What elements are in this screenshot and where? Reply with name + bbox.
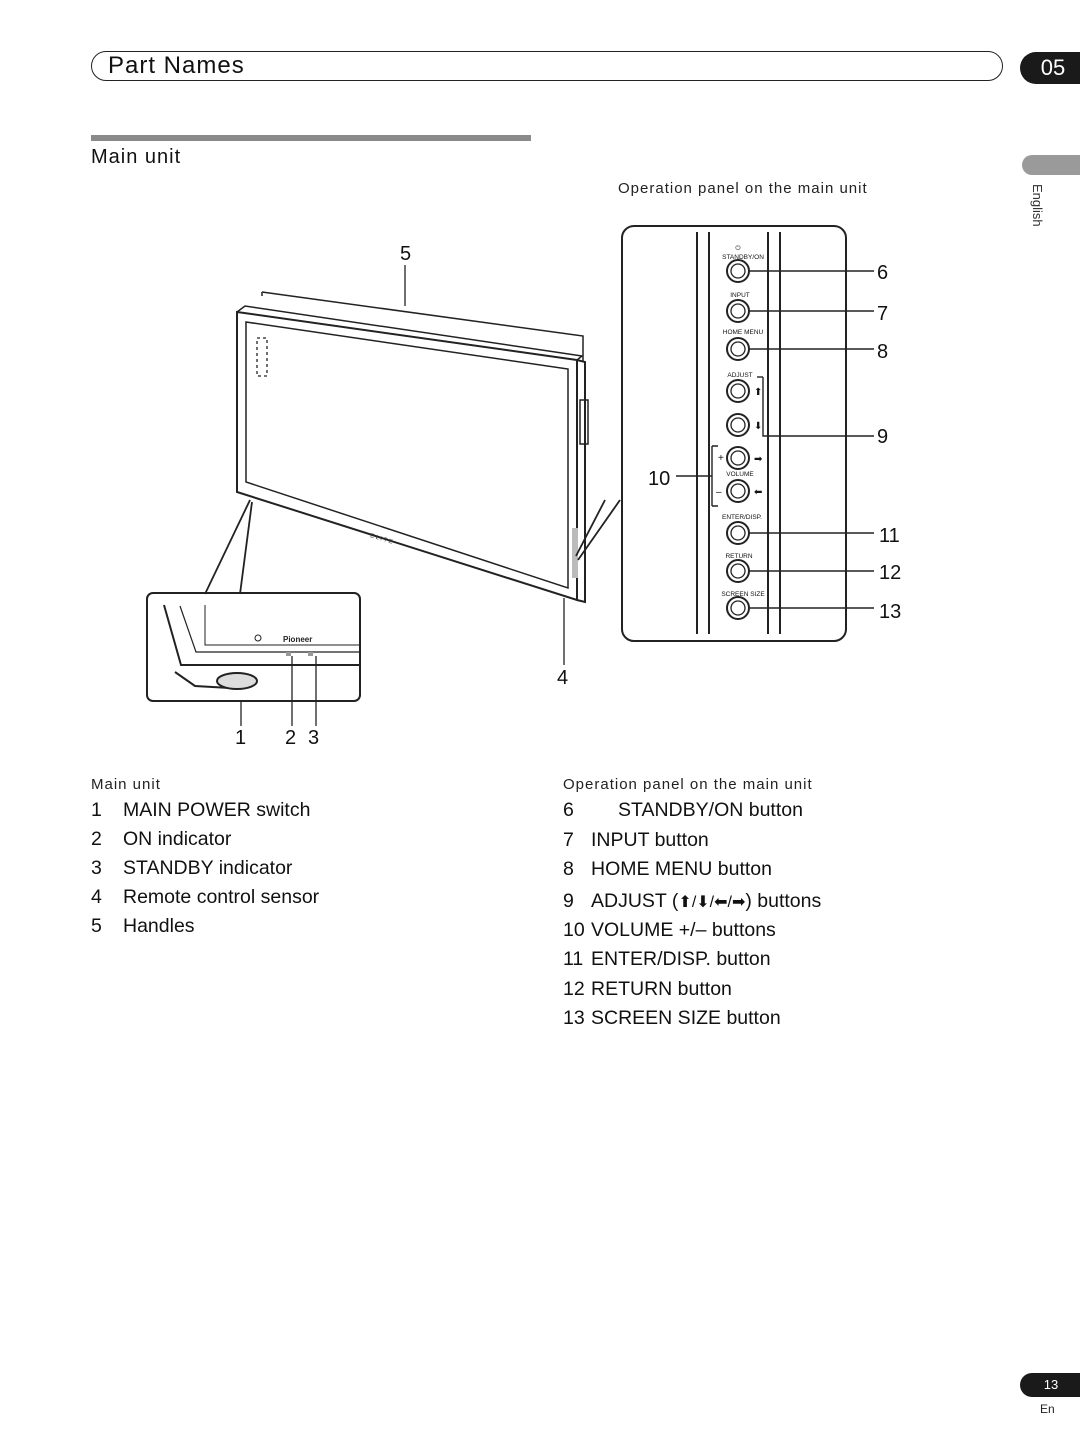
callout-12: 12 [879, 562, 902, 584]
page-number: 13 [1020, 1373, 1080, 1397]
main-unit-list [91, 799, 319, 944]
callout-11: 11 [879, 525, 900, 547]
svg-text:+: + [718, 453, 724, 464]
chapter-badge: 05 [1020, 52, 1080, 84]
svg-text:E L I T E: E L I T E [369, 533, 394, 546]
label-return: RETURN [725, 553, 753, 560]
list-item: 11 ENTER/DISP. button [563, 948, 771, 970]
svg-text:⏻: ⏻ [735, 245, 741, 252]
callout-13: 13 [879, 601, 902, 623]
callout-1: 1 [235, 727, 247, 749]
svg-text:⬅: ⬅ [754, 487, 763, 498]
list-item: 7 INPUT button [563, 828, 709, 851]
callout-2: 2 [285, 727, 297, 749]
label-enter-disp: ENTER/DISP. [722, 514, 762, 521]
page-language: En [1040, 1402, 1055, 1416]
list-item: 6 STANDBY/ON button [563, 799, 803, 821]
label-adjust: ADJUST [727, 372, 753, 379]
callout-5: 5 [400, 243, 412, 265]
list-item: 13 SCREEN SIZE button [563, 1007, 781, 1029]
list-item: 5 Handles [91, 915, 195, 937]
callout-6: 6 [877, 262, 889, 284]
list-item: 8 HOME MENU button [563, 858, 772, 880]
callout-7: 7 [877, 303, 889, 325]
adjust-arrow-icons: ⬆/⬇/⬅/➡ [678, 893, 746, 911]
panel-figure-caption: Operation panel on the main unit [618, 180, 868, 197]
callout-10: 10 [648, 468, 671, 490]
list-item: 1 MAIN POWER switch [91, 799, 311, 821]
callout-8: 8 [877, 341, 889, 363]
svg-text:–: – [716, 487, 722, 498]
list-item: 4 Remote control sensor [91, 886, 320, 908]
callout-9: 9 [877, 426, 889, 448]
panel-list [563, 799, 821, 1037]
label-volume: VOLUME [726, 471, 754, 478]
main-unit-list-caption: Main unit [91, 776, 161, 793]
section-heading: Main unit [91, 146, 182, 168]
list-item: 10 VOLUME +/– buttons [563, 918, 776, 941]
front-panel-detail [147, 593, 564, 726]
list-item: 12 RETURN button [563, 977, 732, 1000]
label-home-menu: HOME MENU [722, 329, 764, 336]
page-title: Part Names [108, 52, 245, 79]
svg-text:Pioneer: Pioneer [283, 635, 313, 644]
label-input: INPUT [730, 292, 750, 299]
svg-text:➡: ➡ [754, 454, 763, 465]
callout-4: 4 [557, 667, 569, 689]
language-label: English [1030, 184, 1045, 227]
list-item: 2 ON indicator [91, 828, 232, 850]
label-screen-size: SCREEN SIZE [721, 591, 765, 598]
svg-text:⬆: ⬆ [754, 387, 763, 398]
list-item: 3 STANDBY indicator [91, 857, 293, 879]
label-standby-on: STANDBY/ON [722, 254, 764, 261]
callout-3: 3 [308, 727, 320, 749]
svg-text:⬇: ⬇ [754, 421, 763, 432]
panel-buttons [727, 260, 749, 619]
panel-list-caption: Operation panel on the main unit [563, 776, 813, 793]
display-illustration [237, 265, 588, 602]
list-item: 9 ADJUST ( ⬆/⬇/⬅/➡ ) buttons [563, 888, 821, 919]
